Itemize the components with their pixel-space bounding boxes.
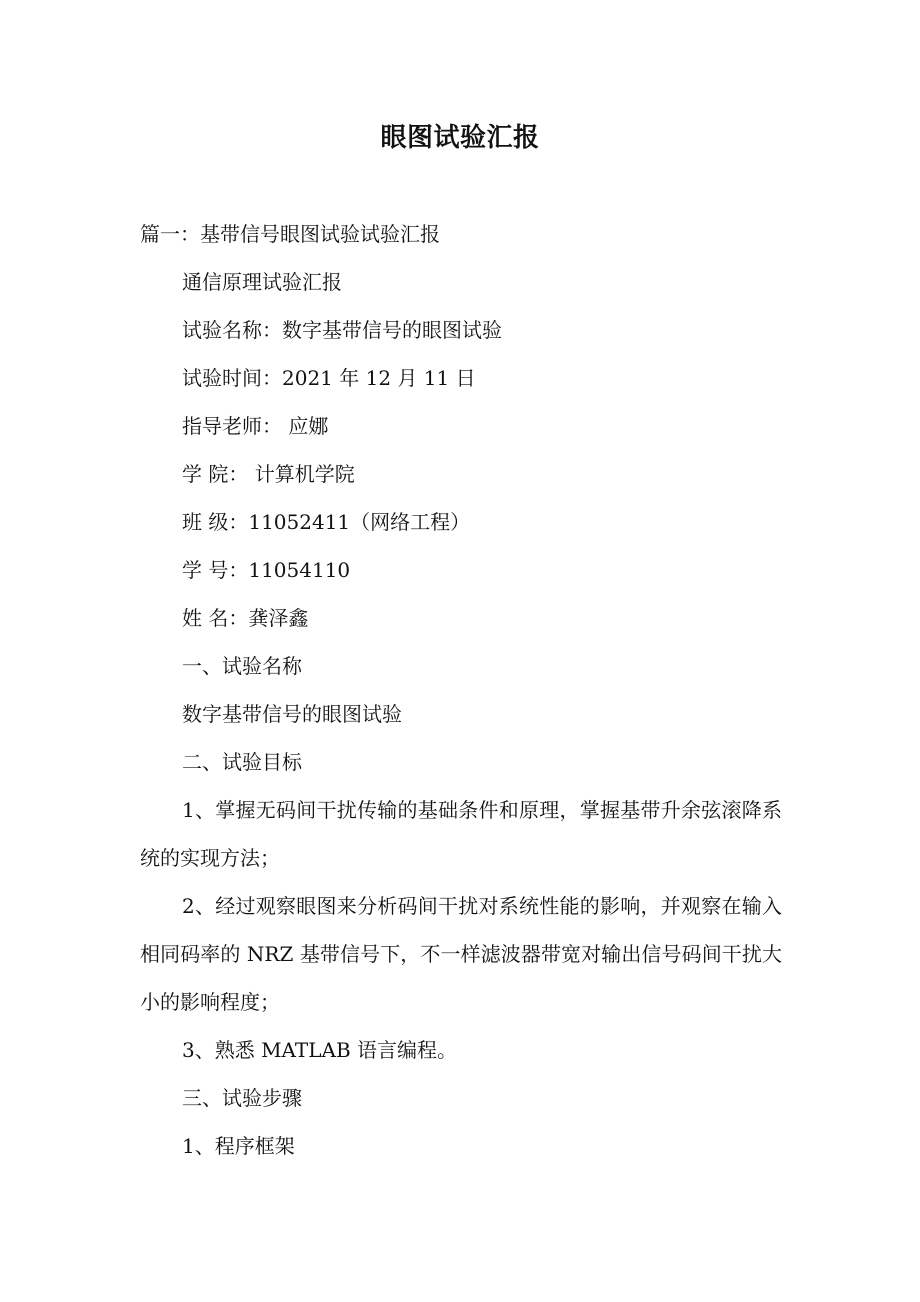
college-line: 学 院： 计算机学院	[182, 462, 355, 486]
section-two-heading: 二、试验目标	[182, 750, 302, 774]
student-id-line: 学 号：11054110	[182, 558, 351, 582]
goal-two-paragraph: 2、经过观察眼图来分析码间干扰对系统性能的影响，并观察在输入相同码率的 NRZ 基带信号下，不一样滤波器带宽对输出信号码间干扰大小的影响程度；	[140, 894, 782, 1014]
advisor-line: 指导老师： 应娜	[182, 414, 329, 438]
section-three-heading: 三、试验步骤	[182, 1086, 302, 1110]
student-name-line: 姓 名：龚泽鑫	[182, 606, 309, 630]
goal-one-paragraph: 1、掌握无码间干扰传输的基础条件和原理，掌握基带升余弦滚降系统的实现方法；	[140, 798, 782, 870]
experiment-time-line: 试验时间：2021 年 12 月 11 日	[182, 366, 476, 390]
section-one-content: 数字基带信号的眼图试验	[182, 702, 402, 726]
class-line: 班 级：11052411（网络工程）	[182, 510, 471, 534]
report-type-line: 通信原理试验汇报	[182, 270, 342, 294]
section-heading: 篇一：基带信号眼图试验试验汇报	[140, 222, 440, 246]
document-title: 眼图试验汇报	[380, 123, 540, 153]
goal-three-line: 3、熟悉 MATLAB 语言编程。	[182, 1038, 458, 1062]
step-one-line: 1、程序框架	[182, 1134, 295, 1158]
experiment-name-line: 试验名称：数字基带信号的眼图试验	[182, 318, 502, 342]
section-one-heading: 一、试验名称	[182, 654, 302, 678]
